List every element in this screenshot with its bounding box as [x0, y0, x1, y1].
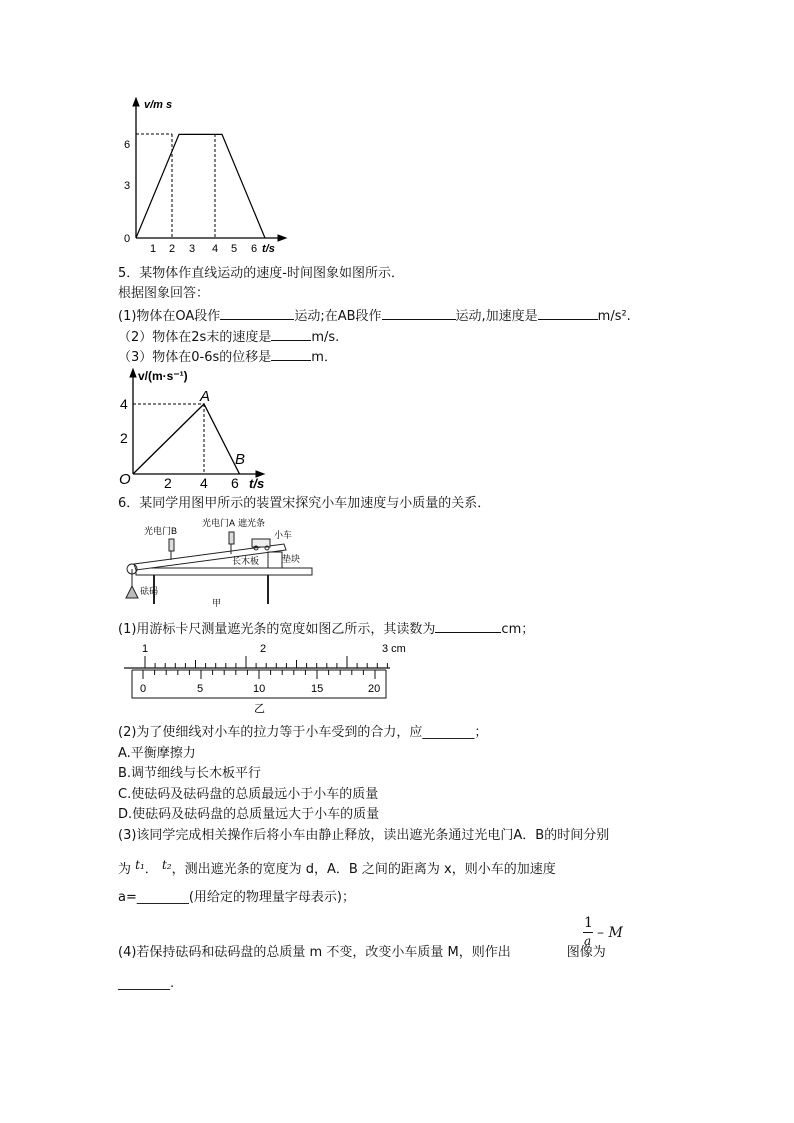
origin-label: O	[119, 471, 131, 488]
q6-part2: (2)为了使细线对小车的拉力等于小车受到的合力，应________；	[118, 725, 488, 740]
caption-yi: 乙	[254, 703, 265, 715]
support-block	[268, 552, 282, 568]
q6-p4a: (4)若保持砝码和砝码盘的总质量 m 不变，改变小车质量 M，则作出	[118, 945, 511, 960]
main-label-3: 3 cm	[382, 643, 406, 655]
q5-p2a: （2）物体在2s末的速度是	[118, 330, 272, 345]
q6-part3-line3: a=________(用给定的物理量字母表示)；	[118, 890, 356, 905]
minus-m: – M	[597, 925, 623, 941]
q6-part1	[118, 620, 534, 638]
x-tick-4: 4	[212, 243, 219, 255]
x-axis-label: t/s	[262, 243, 275, 255]
q6-p1a: (1)用游标卡尺测量遮光条的宽度如图乙所示，其读数为	[118, 622, 436, 637]
q6-option-d[interactable]: D.使砝码及砝码盘的总质量远大于小车的质量	[118, 807, 380, 822]
velocity-time-graph-1	[112, 96, 302, 256]
x-axis-arrow	[278, 235, 286, 241]
label-shade: 遮光条	[238, 518, 266, 528]
label-cart: 小车	[274, 530, 293, 540]
answer-blank-speed[interactable]	[271, 328, 311, 341]
weight-icon	[126, 586, 138, 598]
photogate-a	[229, 532, 234, 544]
label-block: 垫块	[282, 554, 301, 564]
q6-p4b: 图像为	[566, 945, 606, 960]
q6-option-b[interactable]: B.调节细线与长木板平行	[118, 766, 262, 781]
answer-blank-ab[interactable]	[382, 307, 456, 320]
answer-blank-width[interactable]	[435, 620, 501, 633]
q5-p1d: m/s².	[597, 309, 631, 324]
label-weight: 砝码	[140, 586, 159, 596]
answer-blank-oa[interactable]	[220, 307, 294, 320]
fraction-numerator: 1	[584, 915, 593, 931]
q5-part2	[118, 328, 339, 346]
q5-part1	[118, 307, 631, 325]
vernier-label-20: 20	[368, 683, 381, 695]
vernier-caliper-figure	[120, 640, 410, 716]
q5-title: 5．某物体作直线运动的速度-时间图象如图所示．	[118, 266, 404, 281]
q6-part3-line2	[118, 858, 556, 878]
apparatus-figure	[116, 514, 316, 612]
label-board: 长木板	[232, 556, 260, 566]
t-separator: ．	[144, 862, 158, 877]
vernier-label-5: 5	[197, 683, 204, 695]
point-b-label: B	[235, 451, 246, 468]
x-tick-2: 2	[169, 243, 176, 255]
q5-p3b: m．	[311, 350, 337, 365]
y-axis-label: v/(m·s⁻¹)	[138, 369, 188, 383]
vernier-label-10: 10	[253, 683, 266, 695]
q6-p3b-post: ，测出遮光条的宽度为 d，A．B 之间的距离为 x，则小车的加速度	[171, 862, 556, 877]
q6-option-c[interactable]: C.使砝码及砝码盘的总质最远小于小车的质量	[118, 787, 379, 802]
main-label-1: 1	[142, 643, 149, 655]
answer-blank-displacement[interactable]	[271, 348, 311, 361]
q5-intro: 根据图象回答：	[118, 286, 210, 301]
x-tick-2: 2	[164, 475, 172, 491]
vernier-label-15: 15	[311, 683, 324, 695]
fraction-bar	[583, 932, 593, 933]
x-tick-1: 1	[150, 243, 157, 255]
y-tick-6: 6	[124, 139, 131, 151]
q5-p3a: （3）物体在0-6s的位移是	[118, 350, 272, 365]
y-tick-0: 0	[124, 233, 131, 245]
y-axis-arrow	[133, 98, 139, 106]
velocity-time-graph-2	[112, 364, 282, 492]
series-line-1	[136, 134, 265, 238]
q6-p3b-pre: 为	[118, 862, 132, 877]
answer-blank-accel[interactable]	[538, 307, 598, 320]
photogate-b	[169, 539, 174, 551]
x-tick-3: 3	[189, 243, 196, 255]
label-gate-b: 光电门B	[144, 526, 178, 536]
x-tick-6: 6	[251, 243, 258, 255]
x-tick-6: 6	[231, 475, 239, 491]
t2-symbol: t₂	[161, 858, 172, 872]
caption-jia: 甲	[212, 598, 222, 608]
y-axis-label: v/m s	[144, 99, 173, 111]
q6-part3-line1: (3)该同学完成相关操作后将小车由静止释放，读出遮光条通过光电门A．B的时间分别	[118, 828, 610, 843]
q6-title: 6．某同学用图甲所示的装置宋探究小车加速度与小质量的关系．	[118, 496, 491, 511]
label-gate-a: 光电门A	[202, 518, 236, 528]
y-tick-4: 4	[120, 396, 128, 412]
main-scale-ticks	[145, 656, 387, 668]
vernier-label-0: 0	[140, 683, 147, 695]
q6-option-a[interactable]: A.平衡摩擦力	[118, 746, 196, 761]
main-label-2: 2	[260, 643, 267, 655]
fraction-denominator: a	[584, 934, 592, 948]
q5-p2b: m/s.	[311, 330, 340, 345]
y-tick-3: 3	[124, 180, 131, 192]
y-axis-arrow	[130, 369, 136, 377]
series-line-2	[133, 404, 240, 474]
q5-p1a: (1)物体在OA段作	[118, 309, 221, 324]
q6-part4-line2: ________.	[118, 976, 175, 991]
long-board	[134, 544, 286, 570]
q6-p1b: cm；	[501, 622, 535, 637]
q5-p1b: 运动;在AB段作	[294, 309, 382, 324]
table-top	[136, 568, 312, 575]
t1-symbol: t₁	[135, 858, 145, 872]
x-tick-4: 4	[200, 475, 208, 491]
x-tick-5: 5	[231, 243, 238, 255]
q6-part4-line1	[118, 945, 606, 961]
y-tick-2: 2	[120, 430, 128, 446]
q5-p1c: 运动,加速度是	[455, 309, 538, 324]
x-axis-label: t/s	[249, 476, 265, 491]
vernier-scale-ticks	[143, 670, 375, 679]
point-a-label: A	[200, 388, 211, 405]
